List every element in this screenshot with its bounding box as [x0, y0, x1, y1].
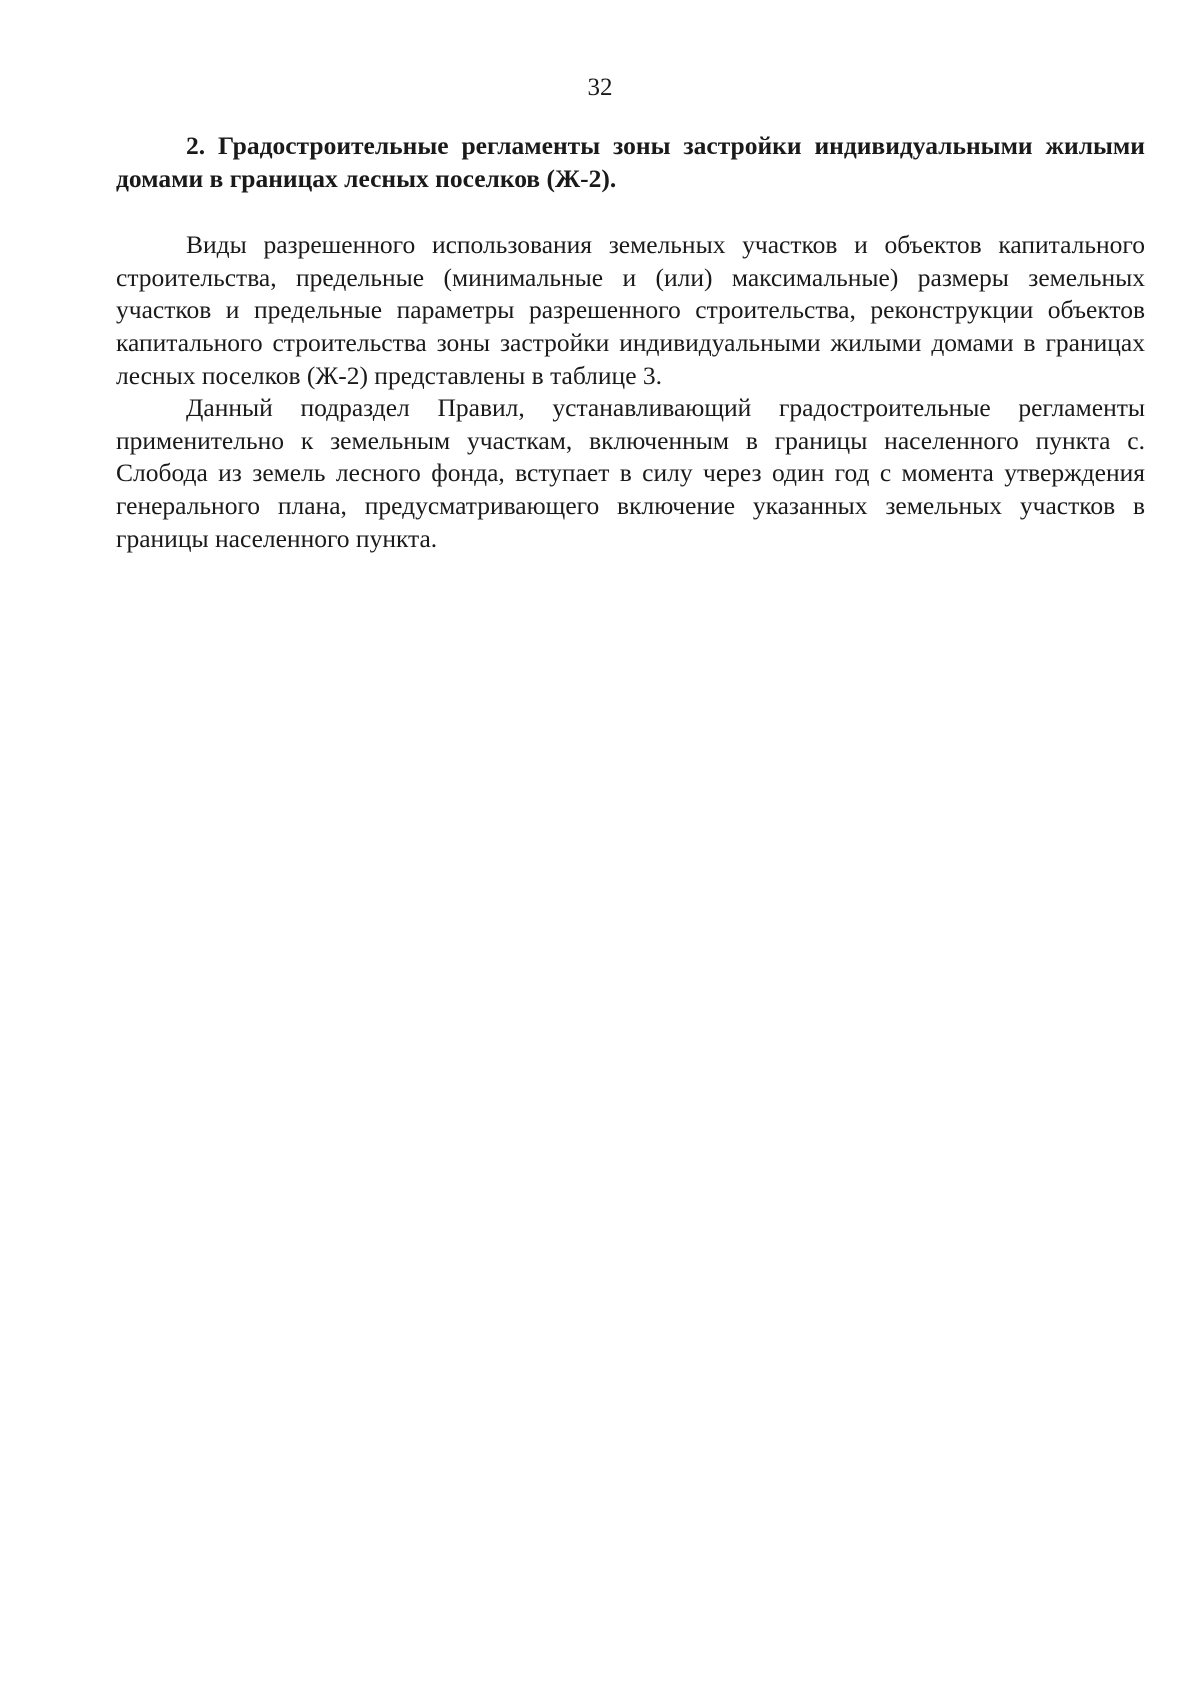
paragraph-permitted-uses: Виды разрешенного использования земельных участков и объектов капитального строительства, предельные (минимальные и (или) максимальные) размеры земельных участков и предельные параметры разрешенного строительства, реконструкции объектов капитального строительства зоны застройки индивидуальными жилыми домами в границах лесных поселков (Ж-2) представлены в таблице 3. [116, 230, 1145, 390]
section-heading: 2. Градостроительные регламенты зоны застройки индивидуальными жилыми домами в границах лесных поселков (Ж-2). [116, 131, 1145, 193]
document-body [116, 130, 1145, 555]
page-number: 32 [587, 74, 613, 101]
paragraph-effective-date: Данный подраздел Правил, устанавливающий градостроительные регламенты применительно к земельным участкам, включенным в границы населенного пункта с. Слобода из земель лесного фонда, вступает в силу через один год с момента утверждения генерального плана, предусматривающего включение указанных земельных участков в границы населенного пункта. [116, 393, 1145, 553]
